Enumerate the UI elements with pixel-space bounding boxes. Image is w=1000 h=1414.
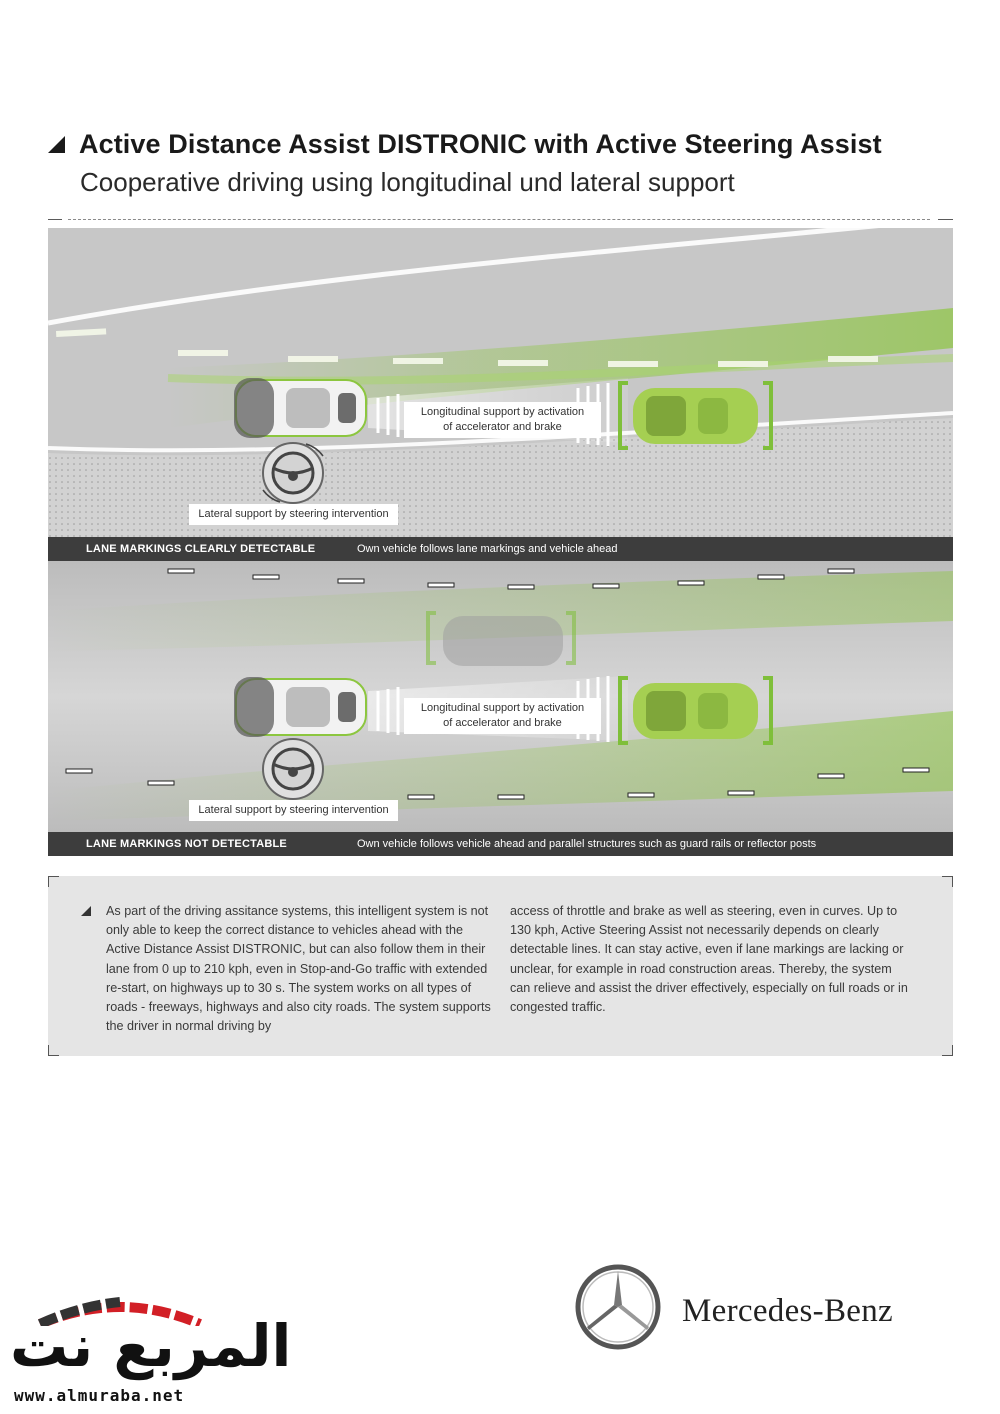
caption-title-2: LANE MARKINGS NOT DETECTABLE: [86, 838, 287, 850]
steering-wheel-icon-2: [263, 739, 323, 799]
triangle-bullet-icon: [48, 136, 65, 153]
own-vehicle-icon-2: [234, 677, 366, 737]
road-illustration-clear: [48, 228, 953, 538]
corner-mark: [942, 876, 953, 887]
description-box: [48, 876, 953, 1056]
description-left-column: As part of the driving assitance systems, this intelligent system is not only able to keep the correct distance to vehicles ahead with the Active Distance Assist DISTRONIC, but can also follow them in their lane from 0 up to 210 kph, even in Stop-and-Go traffic with extended re-start, on highways up to 30 s. The system works on all types of roads - freeways, highways and also city roads. The system supports the driver in normal driving by: [106, 904, 491, 1034]
longitudinal-support-label: Longitudinal support by activation of accelerator and brake: [404, 402, 601, 438]
header-divider: [68, 219, 930, 220]
caption-text-2: Own vehicle follows vehicle ahead and parallel structures such as guard rails or reflector posts: [357, 838, 817, 850]
divider-tick-right: [938, 219, 953, 220]
lateral-support-label: Lateral support by steering intervention: [189, 504, 398, 525]
caption-bar-not-detectable: [48, 832, 953, 856]
lead-vehicle-icon-2: [620, 678, 771, 743]
header: [48, 128, 882, 160]
caption-text: Own vehicle follows lane markings and vehicle ahead: [357, 543, 618, 555]
own-vehicle-icon: [234, 378, 366, 438]
triangle-bullet-icon: [81, 906, 91, 916]
corner-mark: [48, 876, 59, 887]
page-subtitle: Cooperative driving using longitudinal und lateral support: [80, 167, 735, 197]
brand-name: Mercedes-Benz: [682, 1293, 893, 1329]
lateral-support-label-2: Lateral support by steering intervention: [189, 800, 398, 821]
diagram-lane-markings-not-detectable: [48, 561, 953, 832]
longitudinal-support-label-2: Longitudinal support by activation of accelerator and brake: [404, 698, 601, 734]
caption-bar-clear: [48, 537, 953, 561]
site-url: www.almuraba.net: [14, 1386, 185, 1405]
caption-title: LANE MARKINGS CLEARLY DETECTABLE: [86, 543, 316, 555]
lead-vehicle-icon: [620, 383, 771, 448]
ghost-vehicle-icon: [428, 613, 574, 666]
mercedes-star-icon: [574, 1263, 662, 1351]
description-right-column: access of throttle and brake as well as steering, even in curves. Up to 130 kph, Active Steering Assist not necessarily depends on clearly detectable lines. It can stay active, even if lane markings are lacking or unclear, for example in road construction areas. Thereby, the system can relieve and assist the driver effectively, especially on full roads or in congested traffic.: [510, 904, 908, 1015]
diagram-lane-markings-clear: [48, 228, 953, 538]
road-illustration-not-detectable: [48, 561, 953, 832]
steering-wheel-icon: [263, 443, 323, 503]
divider-tick-left: [48, 219, 62, 220]
almuraba-logo-text: المربع نت: [10, 1312, 292, 1380]
page-title: Active Distance Assist DISTRONIC with Active Steering Assist: [79, 129, 882, 159]
corner-mark: [942, 1045, 953, 1056]
corner-mark: [48, 1045, 59, 1056]
